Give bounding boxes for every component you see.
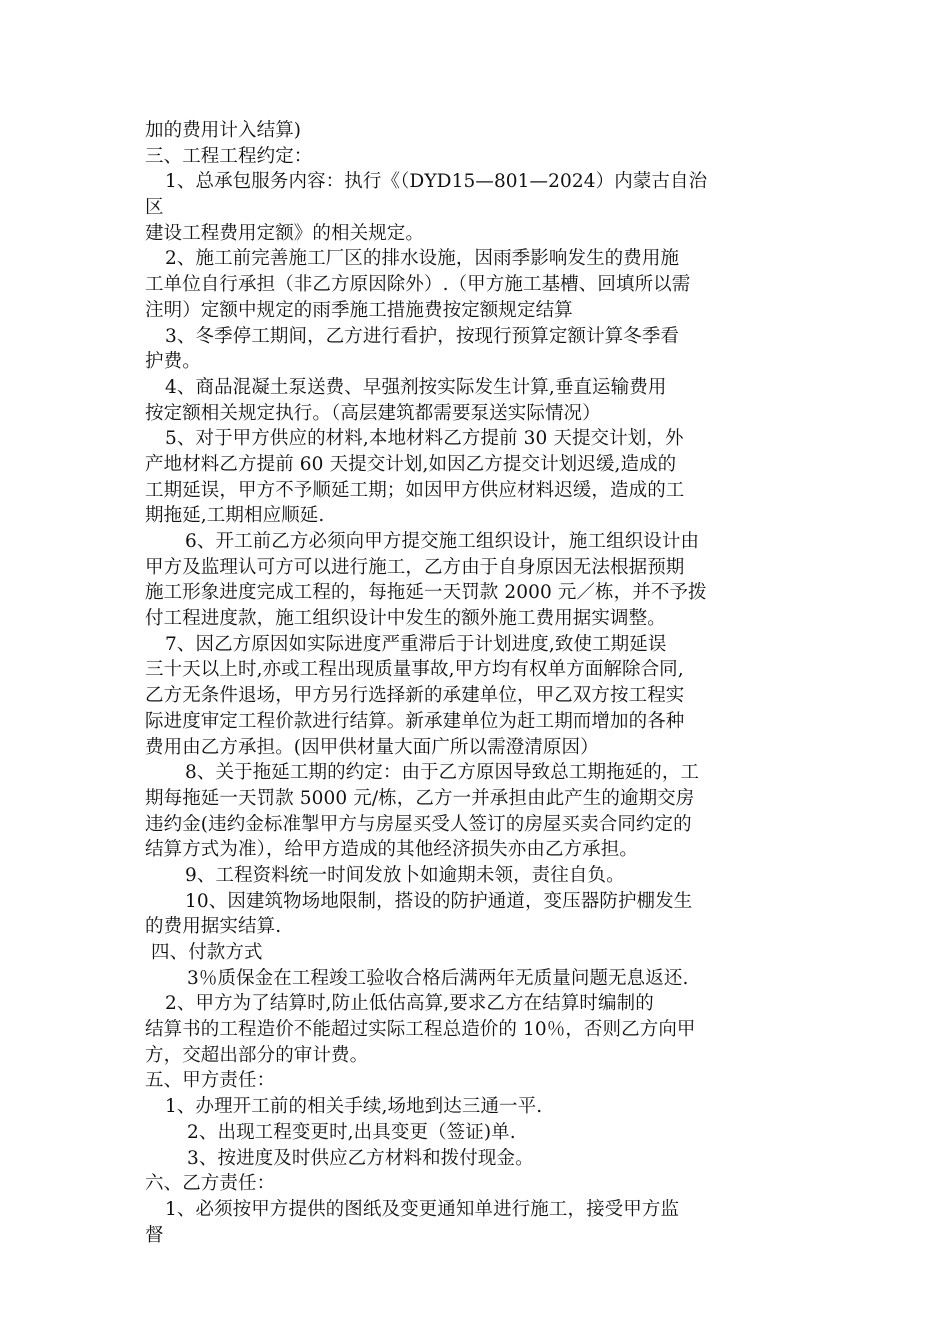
- section-heading: 四、付款方式: [151, 942, 263, 963]
- text-line: 的费用据实结算.: [145, 916, 282, 938]
- text-line: 2、施工前完善施工厂区的排水设施，因雨季影响发生的费用施: [165, 248, 680, 270]
- text-line: 甲方及监理认可方可以进行施工，乙方由于自身原因无法根据预期: [145, 556, 685, 578]
- section-heading: 三、工程工程约定：: [145, 145, 313, 167]
- text-line: 督: [145, 1224, 164, 1246]
- text-line: 6、开工前乙方必须向甲方提交施工组织设计，施工组织设计由: [185, 531, 700, 552]
- text-line: 1、必须按甲方提供的图纸及变更通知单进行施工，接受甲方监: [165, 1198, 680, 1220]
- text-line: 1、总承包服务内容：执行《（DYD15—801—2024）内蒙古自治: [165, 171, 708, 193]
- text-line: 4、商品混凝土泵送费、早强剂按实际发生计算,垂直运输费用: [165, 376, 667, 398]
- text-line: 建设工程费用定额》的相关规定。: [145, 222, 425, 244]
- text-line: 2、出现工程变更时,出具变更（签证)单.: [187, 1121, 516, 1143]
- text-line: 区: [145, 197, 164, 219]
- section-heading: 五、甲方责任：: [145, 1070, 276, 1092]
- text-line: 3、按进度及时供应乙方材料和拨付现金。: [187, 1147, 534, 1169]
- text-line: 期每拖延一天罚款 5000 元/栋，乙方一并承担由此产生的逾期交房: [145, 787, 695, 809]
- document-body: [145, 118, 810, 1248]
- text-line: 护费。: [145, 351, 201, 373]
- section-heading: 六、乙方责任：: [145, 1173, 276, 1195]
- text-line: 乙方无条件退场，甲方另行选择新的承建单位，甲乙双方按工程实: [145, 685, 685, 707]
- text-line: 工期延误，甲方不予顺延工期；如因甲方供应材料迟缓，造成的工: [145, 479, 685, 501]
- text-line: 加的费用计入结算): [145, 120, 302, 141]
- text-line: 7、因乙方原因如实际进度严重滞后于计划进度,致使工期延误: [165, 633, 667, 655]
- text-line: 3％质保金在工程竣工验收合格后满两年无质量问题无息返还.: [187, 967, 689, 989]
- text-line: 工单位自行承担（非乙方原因除外）.（甲方施工基槽、回填所以需: [145, 274, 691, 296]
- text-line: 违约金(违约金标准掣甲方与房屋买受人签订的房屋买卖合同约定的: [145, 813, 692, 835]
- text-line: 三十天以上时,亦或工程出现质量事故,甲方均有权单方面解除合同,: [145, 659, 684, 681]
- text-line: 费用由乙方承担。(因甲供材量大面广所以需澄清原因）: [145, 736, 599, 758]
- text-line: 际进度审定工程价款进行结算。新承建单位为赶工期而增加的各种: [145, 710, 685, 732]
- text-line: 10、因建筑物场地限制，搭设的防护通道，变压器防护棚发生: [185, 890, 693, 912]
- text-line: 3、冬季停工期间，乙方进行看护，按现行预算定额计算冬季看: [165, 325, 680, 347]
- text-line: 方，交超出部分的审计费。: [145, 1044, 369, 1066]
- text-line: 2、甲方为了结算时,防止低估高算,要求乙方在结算时编制的: [165, 993, 654, 1015]
- text-line: 注明）定额中规定的雨季施工措施费按定额规定结算: [145, 299, 573, 321]
- text-line: 产地材料乙方提前 60 天提交计划,如因乙方提交计划迟缓,造成的: [145, 453, 677, 475]
- text-line: 9、工程资料统一时间发放卜如逾期未领，责往自负。: [185, 864, 625, 886]
- text-line: 期拖延,工期相应顺延.: [145, 505, 325, 527]
- text-line: 施工形象进度完成工程的，每拖延一天罚款 2000 元／栋，并不予拨: [145, 582, 707, 604]
- text-line: 按定额相关规定执行。（高层建筑都需要泵送实际情况）: [145, 402, 601, 424]
- text-line: 结算书的工程造价不能超过实际工程总造价的 10％，否则乙方向甲: [145, 1019, 696, 1041]
- text-line: 结算方式为准），给甲方造成的其他经济损失亦由乙方承担。: [145, 839, 638, 861]
- text-line: 5、对于甲方供应的材料,本地材料乙方提前 30 天提交计划，外: [165, 428, 684, 450]
- text-line: 8、关于拖延工期的约定：由于乙方原因导致总工期拖延的，工: [185, 762, 700, 784]
- text-line: 1、办理开工前的相关手续,场地到达三通一平.: [165, 1096, 543, 1118]
- text-line: 付工程进度款，施工组织设计中发生的额外施工费用据实调整。: [145, 608, 666, 630]
